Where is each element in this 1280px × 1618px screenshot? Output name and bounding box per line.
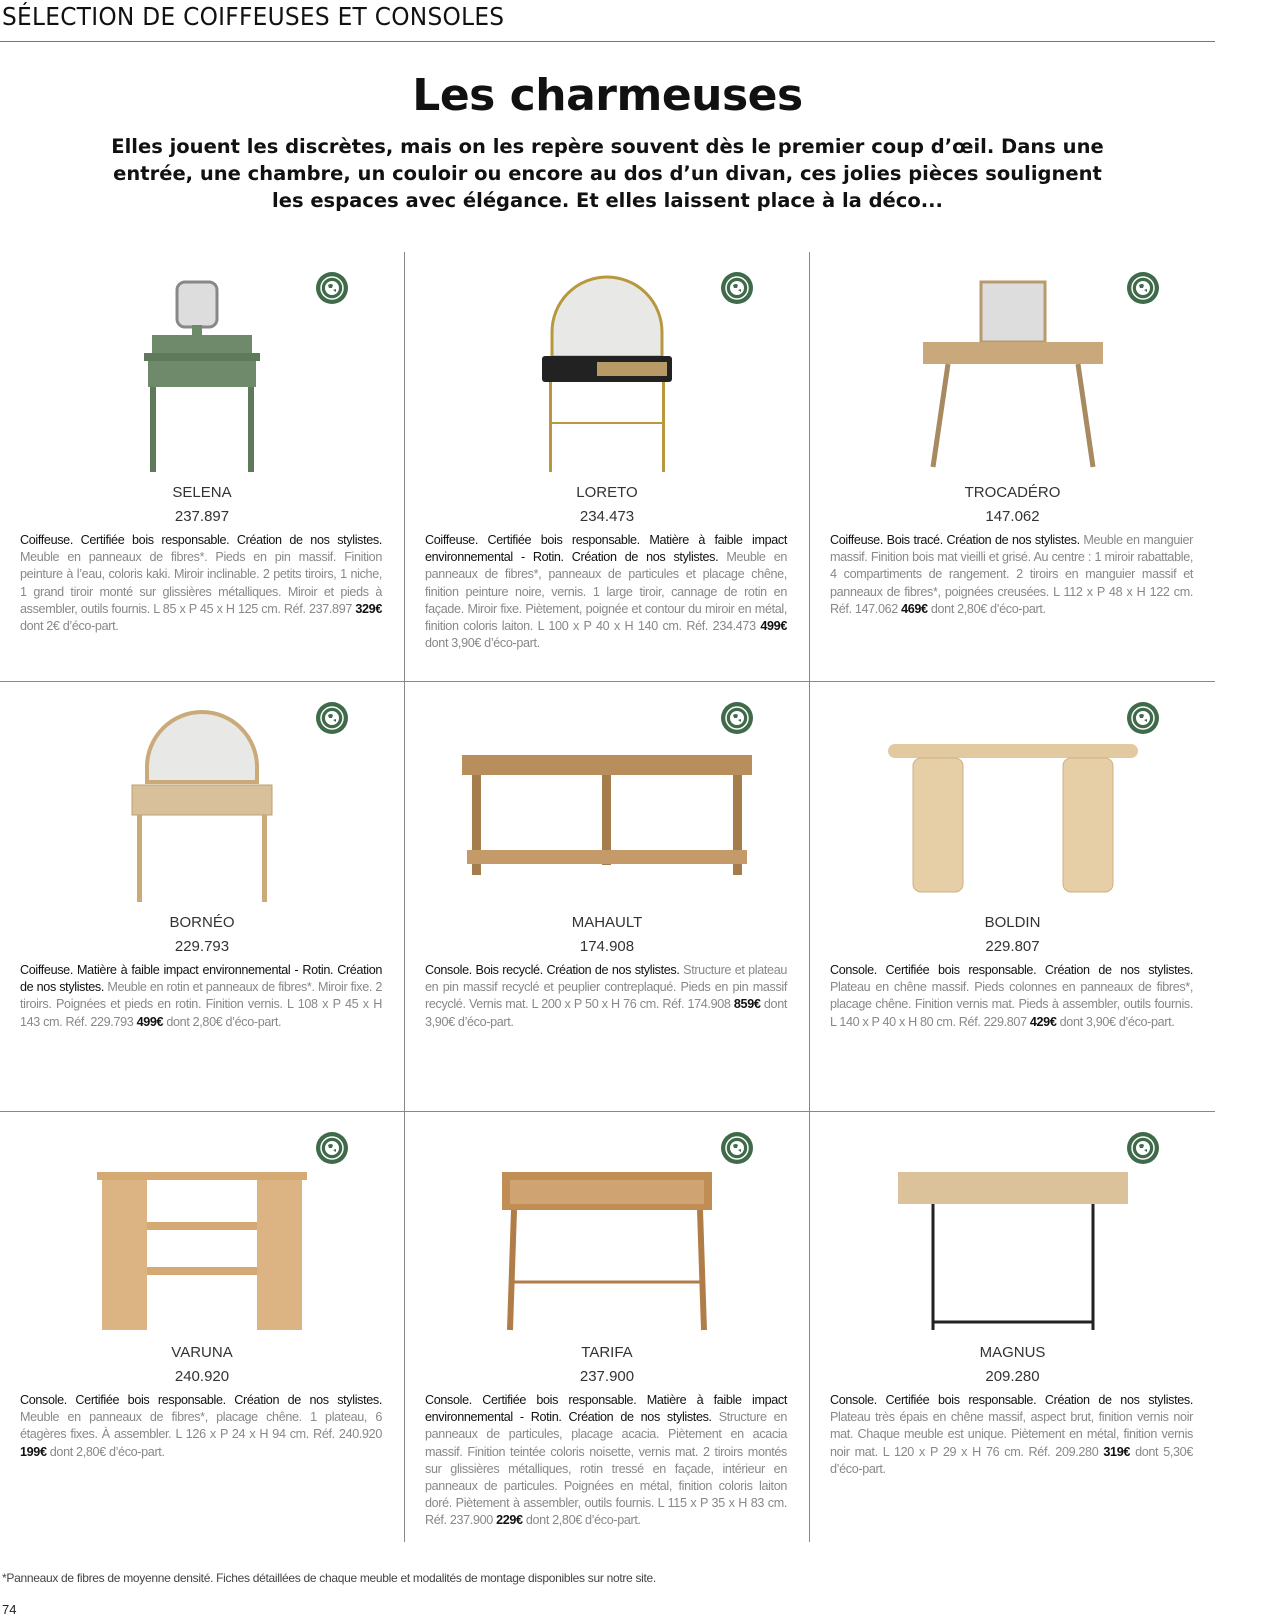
page-number: 74 bbox=[2, 1602, 17, 1617]
product-name: MAGNUS bbox=[979, 1344, 1046, 1361]
eco-part: dont 2,80€ d’éco-part. bbox=[46, 1444, 165, 1459]
desc-body: Structure en panneaux de particules, placage acacia. Piètement en acacia massif. Finition teintée coloris noisette, vernis mat. 2 tiroirs montés sur glissières métalliques, rotin tressé en façade, intérieur en panneaux de particules. Poignées en métal, finition coloris laiton doré. Piètement à assembler, outils fournis. L 115 x P 35 x H 83 cm. Réf. 237.900 bbox=[425, 1410, 787, 1528]
product-description bbox=[830, 1392, 1193, 1478]
eco-part: dont 2,80€ d’éco-part. bbox=[927, 601, 1046, 616]
desc-lead: Console. Bois recyclé. Création de nos stylistes. bbox=[425, 963, 680, 977]
product-card bbox=[405, 1112, 810, 1542]
desc-body: Meuble en panneaux de fibres*, panneaux de particules et placage chêne, finition peinture noire, vernis. 1 large tiroir, cannage de rotin en façade. Miroir fixe. Piètement, poignée et contour du miroir en métal, finition coloris laiton. L 100 x P 40 x H 140 cm. Réf. 234.473 bbox=[425, 550, 787, 634]
globe-eco-icon bbox=[316, 702, 348, 734]
eco-part: dont 2€ d’éco-part. bbox=[20, 619, 119, 634]
product-ref: 237.900 bbox=[579, 1368, 635, 1385]
eco-part: dont 3,90€ d’éco-part. bbox=[425, 636, 540, 651]
product-price: 499€ bbox=[136, 1014, 164, 1029]
product-description bbox=[830, 962, 1193, 1031]
product-ref: 229.793 bbox=[174, 938, 230, 955]
product-name: SELENA bbox=[172, 484, 232, 501]
product-name: LORETO bbox=[576, 484, 638, 501]
desc-lead: Console. Certifiée bois responsable. Création de nos stylistes. bbox=[830, 1393, 1193, 1407]
section-title: SÉLECTION DE COIFFEUSES ET CONSOLES bbox=[2, 2, 505, 31]
product-price: 229€ bbox=[496, 1513, 523, 1528]
product-price: 469€ bbox=[901, 601, 928, 616]
product-card bbox=[0, 682, 405, 1112]
globe-eco-icon bbox=[316, 1132, 348, 1164]
desc-body: Meuble en manguier massif. Finition bois mat vieilli et grisé. Au centre : 1 miroir rabattable, 4 compartiments de rangement. 2 tiroirs en manguier massif et panneaux de fibres*, poignées creusées. L 112 x P 48 x H 122 cm. Réf. 147.062 bbox=[830, 533, 1194, 616]
product-description bbox=[425, 962, 787, 1031]
product-card bbox=[0, 252, 405, 682]
product-name: BORNÉO bbox=[169, 914, 235, 931]
product-ref: 240.920 bbox=[174, 1368, 230, 1385]
desc-body: Meuble en panneaux de fibres*. Pieds en pin massif. Finition peinture à l’eau, coloris kaki. Miroir inclinable. 2 petits tiroirs, 1 niche, 1 grand tiroir monté sur glissières métalliques. Miroir et pieds à assembler, outils fournis. L 85 x P 45 x H 125 cm. Réf. 237.897 bbox=[20, 550, 382, 616]
eco-part: dont 5,30€ d’éco-part. bbox=[830, 1444, 1193, 1476]
product-name: VARUNA bbox=[171, 1344, 233, 1361]
product-card bbox=[810, 1112, 1215, 1542]
eco-part: dont 3,90€ d’éco-part. bbox=[425, 997, 788, 1029]
desc-lead: Coiffeuse. Certifiée bois responsable. Matière à faible impact environnemental - Rotin. Création de nos stylistes. bbox=[425, 533, 787, 565]
eco-part: dont 3,90€ d’éco-part. bbox=[1056, 1014, 1175, 1029]
desc-lead: Coiffeuse. Certifiée bois responsable. Création de nos stylistes. bbox=[20, 533, 382, 547]
page-headline: Les charmeuses bbox=[412, 70, 803, 121]
product-ref: 234.473 bbox=[579, 508, 635, 525]
product-price: 199€ bbox=[20, 1444, 47, 1459]
product-ref: 174.908 bbox=[579, 938, 635, 955]
product-price: 319€ bbox=[1103, 1444, 1131, 1459]
product-card bbox=[810, 252, 1215, 682]
product-name: BOLDIN bbox=[984, 914, 1041, 931]
product-grid bbox=[0, 252, 1215, 1542]
product-description bbox=[425, 1392, 787, 1530]
product-name: MAHAULT bbox=[571, 914, 643, 931]
product-description bbox=[425, 532, 787, 652]
desc-lead: Console. Certifiée bois responsable. Création de nos stylistes. bbox=[20, 1393, 382, 1407]
product-ref: 229.807 bbox=[985, 938, 1040, 955]
product-card bbox=[0, 1112, 405, 1542]
product-description bbox=[20, 962, 382, 1031]
desc-lead: Console. Certifiée bois responsable. Création de nos stylistes. bbox=[830, 963, 1193, 977]
product-price: 429€ bbox=[1029, 1014, 1057, 1029]
desc-body: Plateau très épais en chêne massif, aspect brut, finition vernis noir mat. Chaque meuble est unique. Piètement en métal, finition vernis noir mat. L 120 x P 29 x H 76 cm. Réf. 209.280 bbox=[830, 1410, 1193, 1459]
globe-eco-icon bbox=[1127, 1132, 1159, 1164]
globe-eco-icon bbox=[721, 1132, 753, 1164]
product-name: TROCADÉRO bbox=[964, 484, 1061, 501]
desc-body: Plateau en chêne massif. Pieds colonnes en panneaux de fibres*, placage chêne. Finition vernis mat. Pieds à assembler, outils fournis. L 140 x P 40 x H 80 cm. Réf. 229.807 bbox=[830, 980, 1193, 1029]
desc-body: Structure et plateau en pin massif recyclé et peuplier contreplaqué. Pieds en pin massif recyclé. Vernis mat. L 200 x P 50 x H 76 cm. Réf. 174.908 bbox=[425, 963, 788, 1012]
globe-eco-icon bbox=[1127, 702, 1159, 734]
product-price: 859€ bbox=[733, 997, 761, 1012]
product-description bbox=[20, 1392, 382, 1461]
globe-eco-icon bbox=[721, 702, 753, 734]
product-price: 329€ bbox=[355, 601, 382, 616]
intro-text: Elles jouent les discrètes, mais on les repère souvent dès le premier coup d’œil. Dans une entrée, une chambre, un couloir ou encore au dos d’un divan, ces jolies pièces soulignent les espaces avec élégance. Et elles laissent place à la déco... bbox=[111, 135, 1104, 212]
eco-part: dont 2,80€ d’éco-part. bbox=[522, 1513, 641, 1528]
product-price: 499€ bbox=[760, 619, 787, 634]
product-card bbox=[405, 682, 810, 1112]
product-card bbox=[810, 682, 1215, 1112]
product-ref: 209.280 bbox=[985, 1368, 1040, 1385]
desc-lead: Console. Certifiée bois responsable. Matière à faible impact environnemental - Rotin. Création de nos stylistes. bbox=[425, 1393, 787, 1425]
globe-eco-icon bbox=[721, 272, 753, 304]
footnote: *Panneaux de fibres de moyenne densité. Fiches détaillées de chaque meuble et modalités de montage disponibles sur notre site. bbox=[2, 1571, 656, 1585]
product-ref: 237.897 bbox=[174, 508, 230, 525]
desc-body: Meuble en panneaux de fibres*, placage chêne. 1 plateau, 6 étagères fixes. À assembler. L 126 x P 24 x H 94 cm. Réf. 240.920 bbox=[20, 1410, 382, 1442]
product-card bbox=[405, 252, 810, 682]
desc-lead: Coiffeuse. Bois tracé. Création de nos stylistes. bbox=[830, 533, 1080, 547]
product-ref: 147.062 bbox=[985, 508, 1040, 525]
desc-lead: Coiffeuse. Matière à faible impact environnemental - Rotin. Création de nos stylistes. bbox=[20, 963, 382, 995]
product-description bbox=[20, 532, 382, 635]
globe-eco-icon bbox=[1127, 272, 1159, 304]
product-description bbox=[830, 532, 1193, 618]
header-rule bbox=[0, 41, 1215, 42]
globe-eco-icon bbox=[316, 272, 348, 304]
product-name: TARIFA bbox=[581, 1344, 633, 1361]
desc-body: Meuble en rotin et panneaux de fibres*. Miroir fixe. 2 tiroirs. Poignées et pieds en rotin. Finition vernis. L 108 x P 45 x H 143 cm. Réf. 229.793 bbox=[20, 980, 382, 1029]
eco-part: dont 2,80€ d’éco-part. bbox=[163, 1014, 282, 1029]
